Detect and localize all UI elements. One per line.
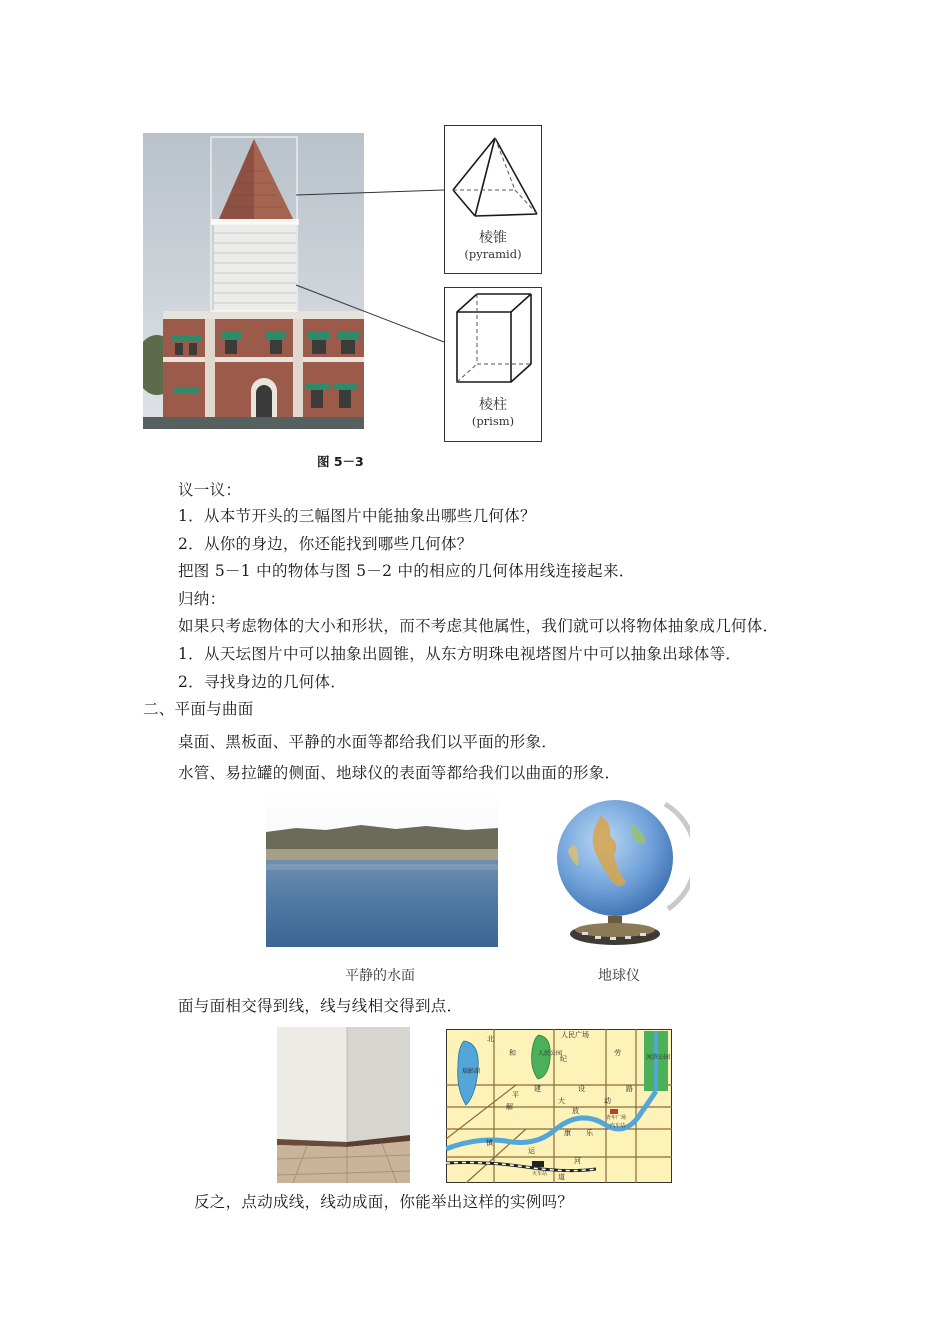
figure-label: 图 5－3 [317,454,364,469]
map-label-plaza2: 青年广场 [606,1115,627,1121]
map-label-rd-bei: 北 [487,1035,494,1043]
pyramid-name-en: (pyramid) [464,247,522,261]
summary-heading: 归纳： [178,590,226,608]
summary-text: 如果只考虑物体的大小和形状，而不考虑其他属性，我们就可以将物体抽象成几何体． [178,617,779,635]
map-label-rd-jie: 解 [506,1103,513,1111]
discussion-q1: 1．从本节开头的三幅图片中能抽象出哪些几何体？ [178,507,536,525]
pyramid-figure [444,125,542,274]
map-label-bus: 汽车站 [610,1123,626,1129]
summary-p1: 1．从天坛图片中可以抽象出圆锥，从东方明珠电视塔图片中可以抽象出球体等． [178,645,742,663]
water-photo [266,794,498,947]
pyramid-name-zh: 棱锥 [479,230,507,246]
pyramid-label [445,227,541,261]
section2-curved: 水管、易拉罐的侧面、地球仪的表面等都给我们以曲面的形象． [178,764,621,782]
map-label-rd-he2: 河 [574,1157,581,1165]
map-label-rd-ping: 平 [512,1091,519,1099]
section2-converse: 反之，点动成线，线动成面，你能举出这样的实例吗？ [194,1193,574,1211]
section2-intersect: 面与面相交得到线，线与线相交得到点． [178,997,463,1015]
city-map [446,1029,672,1183]
map-label-rd-da: 大 [558,1097,565,1105]
map-label-rd-he: 和 [509,1049,516,1057]
room-corner-photo [277,1027,410,1183]
section2-flat: 桌面、黑板面、平静的水面等都给我们以平面的形象． [178,733,558,751]
map-label-rd-kang: 康 [564,1129,571,1137]
summary-p2: 2．寻找身边的几何体． [178,673,347,691]
prism-name-zh: 棱柱 [479,397,507,413]
map-label-rd-dao: 道 [558,1173,565,1181]
map-label-riverside-park: 河滨公园 [646,1054,671,1061]
prism-shape [445,288,540,388]
map-label-lake: 瑞影湖 [462,1068,481,1075]
map-label-rd-jian: 建 [534,1085,541,1093]
map-label-rd-fang: 放 [572,1107,579,1115]
map-label-plaza: 人民广场 [561,1031,589,1039]
map-label-rd-she: 设 [578,1085,585,1093]
connector-lines [290,180,450,350]
prism-name-en: (prism) [471,414,515,428]
section2-title: 二、平面与曲面 [143,700,254,718]
prism-figure [444,287,542,442]
prism-label [445,394,541,428]
globe-photo [550,794,690,950]
map-label-station: 火车站 [532,1171,548,1177]
caption-water: 平静的水面 [345,968,415,984]
map-label-rd-dong: 动 [604,1097,611,1105]
caption-globe: 地球仪 [598,968,640,984]
map-label-rd-lao: 劳 [614,1049,621,1057]
discussion-heading: 议一议： [178,481,242,499]
discussion-q2: 2．从你的身边，你还能找到哪些几何体？ [178,535,473,553]
pyramid-shape [445,126,540,221]
map-label-rd-ji: 纪 [560,1055,567,1063]
map-label-rd-zhen: 镇 [486,1139,493,1147]
map-label-park: 人民公园 [538,1050,563,1057]
map-label-rd-lu: 路 [626,1085,633,1093]
map-label-rd-yun: 运 [528,1147,535,1155]
discussion-instruction: 把图 5－1 中的物体与图 5－2 中的相应的几何体用线连接起来． [178,562,635,580]
map-label-rd-le: 乐 [586,1129,593,1137]
